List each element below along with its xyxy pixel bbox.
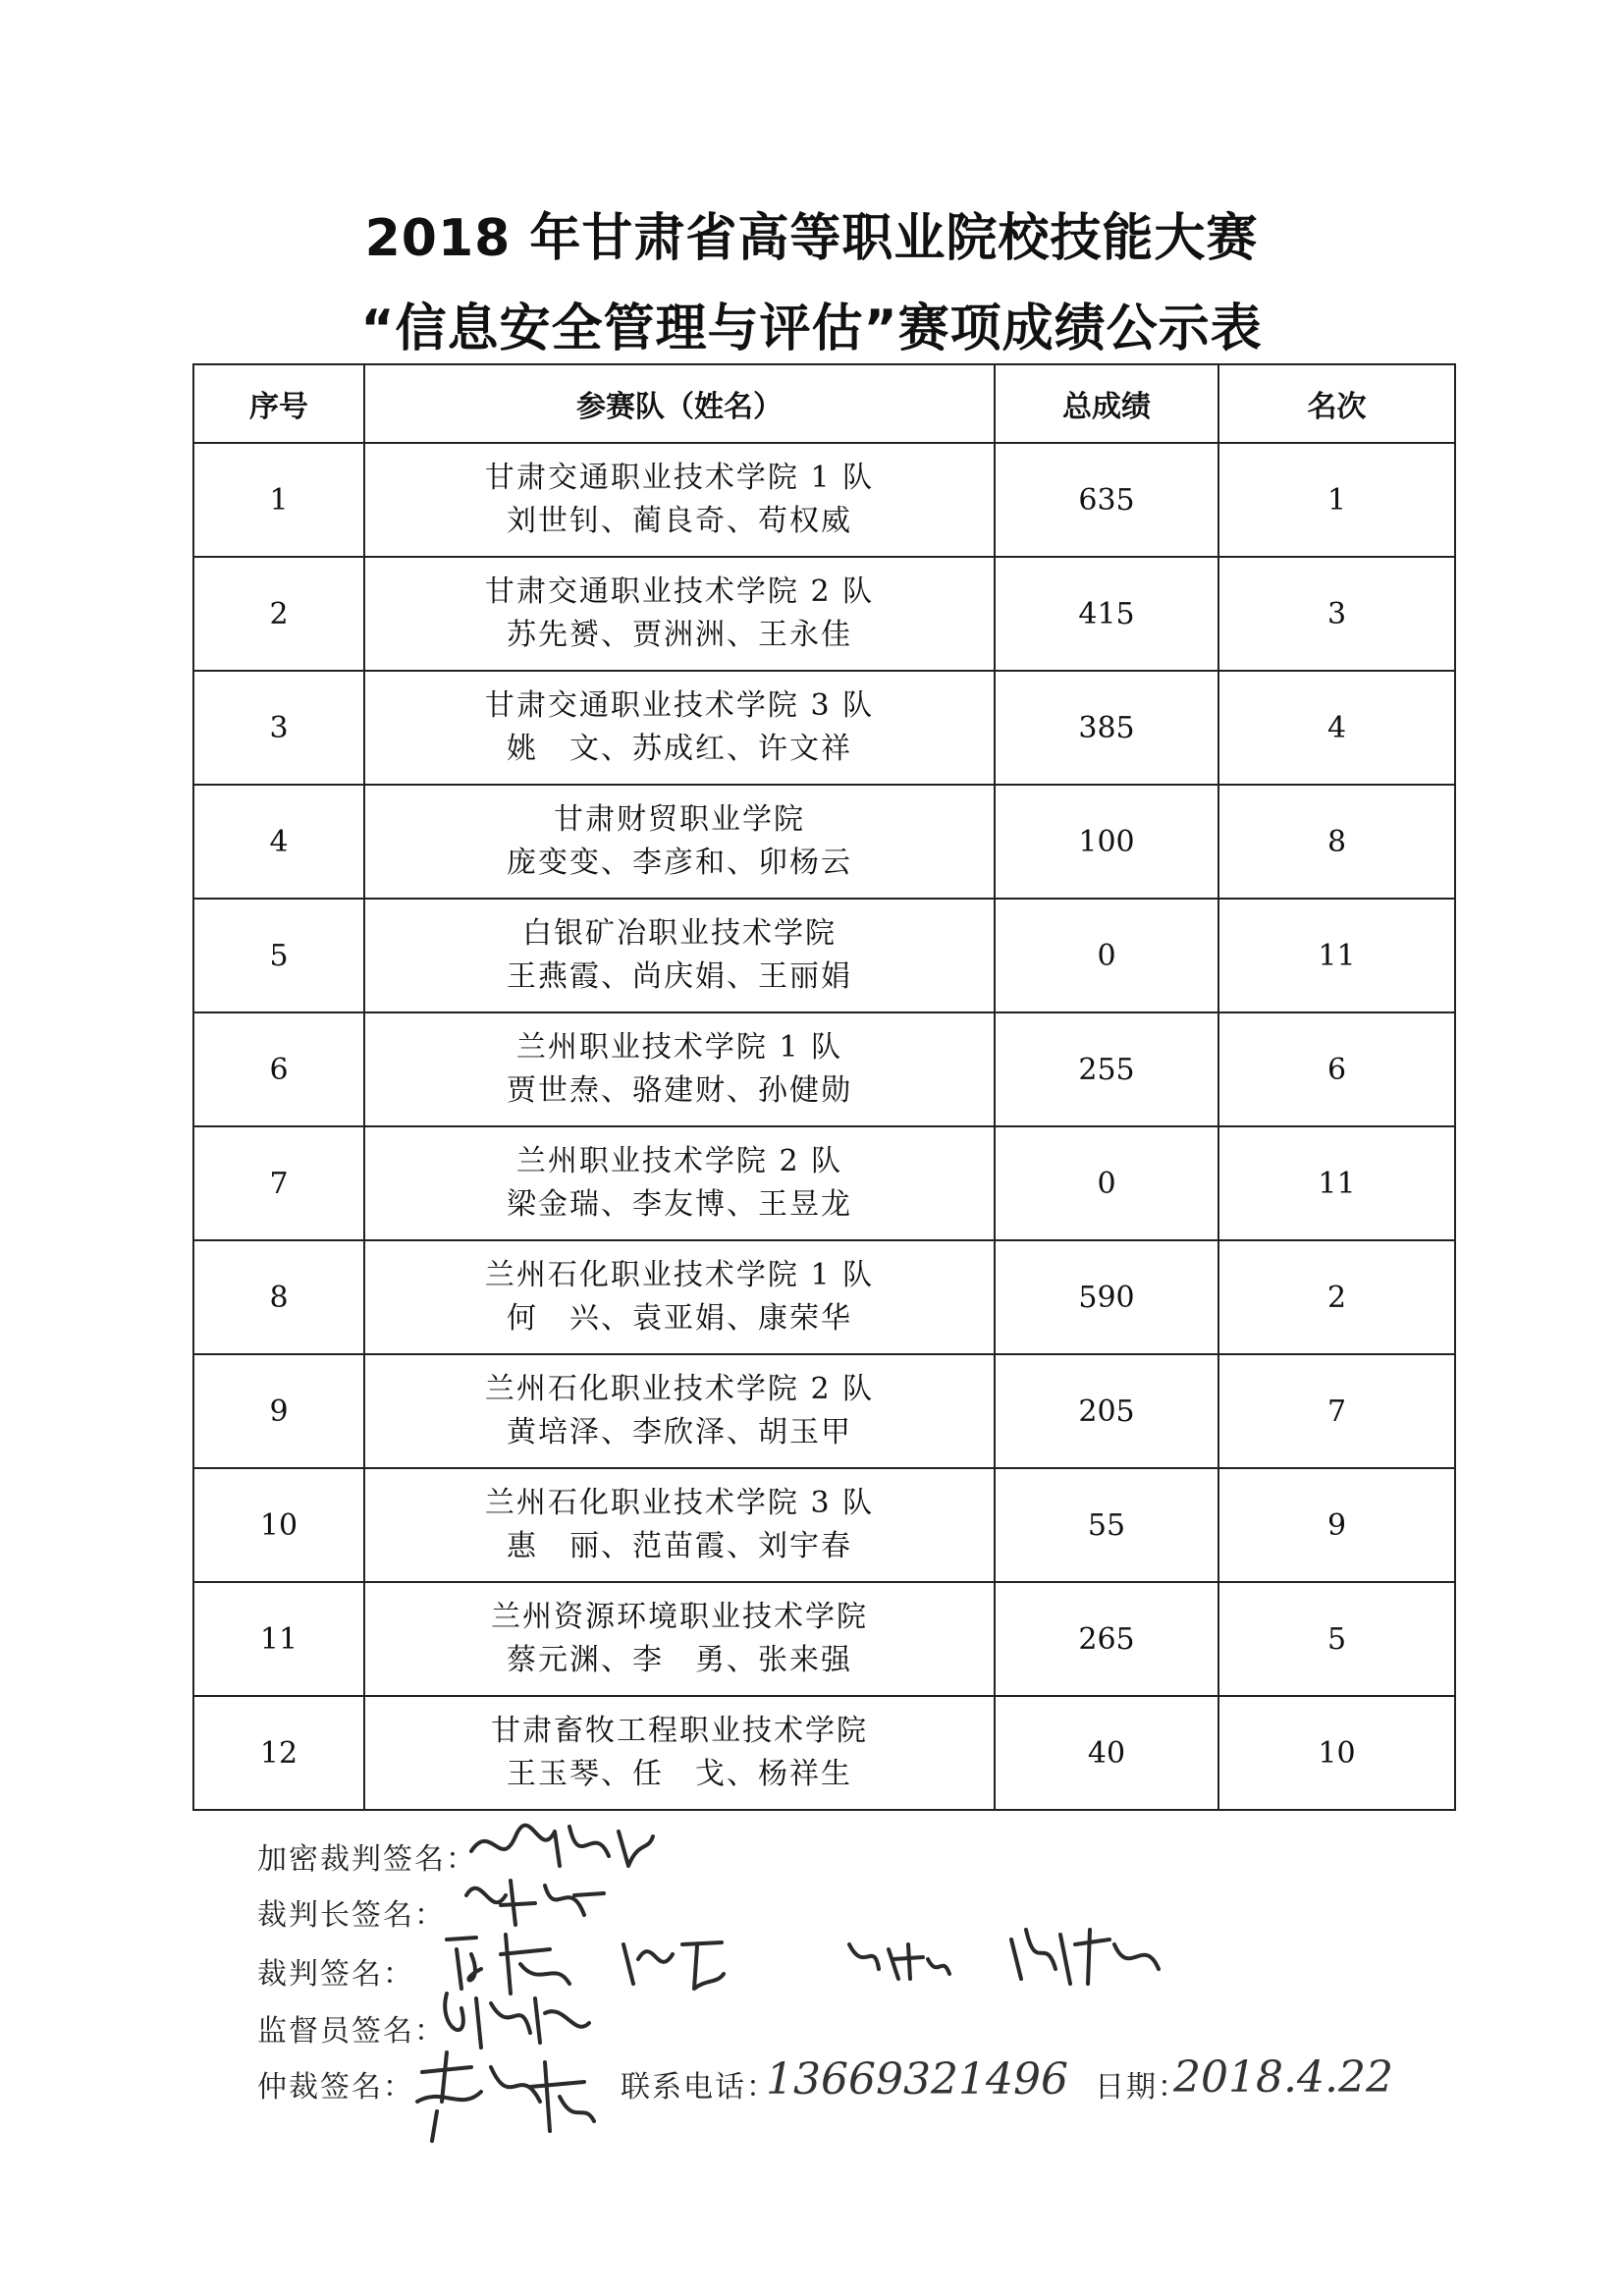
title-line-1: 2018 年甘肃省高等职业院校技能大赛: [364, 209, 1259, 268]
row-school: 甘肃畜牧工程职业技术学院: [491, 1714, 868, 1748]
row-team: [364, 1354, 995, 1468]
row-score: 55: [995, 1468, 1218, 1582]
table-row: [193, 557, 1455, 671]
judge-signature-2: [614, 1925, 731, 1994]
row-score: 265: [995, 1582, 1218, 1696]
arbitration-signature: [403, 2043, 599, 2151]
table-row: [193, 671, 1455, 785]
row-members: 蔡元渊、李 勇、张来强: [507, 1643, 852, 1677]
table-row: [193, 1354, 1455, 1468]
row-rank: 5: [1218, 1582, 1455, 1696]
row-team: [364, 785, 995, 899]
row-members: 王玉琴、任 戈、杨祥生: [507, 1757, 852, 1791]
encrypt-judge-label: 加密裁判签名：: [257, 1842, 477, 1877]
row-team: [364, 1126, 995, 1240]
row-rank: 9: [1218, 1468, 1455, 1582]
contact-label: 联系电话：: [621, 2070, 778, 2105]
row-serial: 12: [193, 1696, 364, 1810]
row-serial: 7: [193, 1126, 364, 1240]
title-line-2: “信息安全管理与评估”赛项成绩公示表: [360, 300, 1263, 358]
date-value: 2018.4.22: [1173, 2052, 1393, 2103]
row-school: 兰州职业技术学院 2 队: [515, 1144, 843, 1178]
table-row: [193, 1468, 1455, 1582]
table-row: [193, 1582, 1455, 1696]
supervisor-label: 监督员签名：: [257, 2014, 446, 2049]
row-rank: 11: [1218, 899, 1455, 1012]
row-school: 兰州石化职业技术学院 1 队: [484, 1258, 875, 1292]
judge-signature-4: [1001, 1915, 1168, 1994]
row-school: 甘肃交通职业技术学院 3 队: [484, 688, 875, 723]
table-row: [193, 1240, 1455, 1354]
row-school: 兰州资源环境职业技术学院: [491, 1600, 868, 1634]
row-serial: 10: [193, 1468, 364, 1582]
row-score: 415: [995, 557, 1218, 671]
row-team: [364, 1012, 995, 1126]
row-members: 庞变变、李彦和、卯杨云: [507, 846, 852, 880]
row-members: 苏先赟、贾洲洲、王永佳: [507, 618, 852, 652]
row-serial: 6: [193, 1012, 364, 1126]
row-school: 白银矿冶职业技术学院: [522, 916, 837, 951]
row-members: 姚 文、苏成红、许文祥: [507, 732, 852, 766]
row-rank: 7: [1218, 1354, 1455, 1468]
row-members: 贾世焘、骆建财、孙健勋: [507, 1073, 852, 1108]
row-rank: 3: [1218, 557, 1455, 671]
row-serial: 2: [193, 557, 364, 671]
row-rank: 8: [1218, 785, 1455, 899]
row-rank: 4: [1218, 671, 1455, 785]
row-school: 兰州石化职业技术学院 2 队: [484, 1372, 875, 1406]
table-row: [193, 899, 1455, 1012]
row-rank: 2: [1218, 1240, 1455, 1354]
results-table: [192, 363, 1456, 1811]
row-serial: 5: [193, 899, 364, 1012]
row-rank: 1: [1218, 443, 1455, 557]
row-serial: 8: [193, 1240, 364, 1354]
date-label: 日期：: [1095, 2070, 1189, 2105]
table-row: [193, 1696, 1455, 1810]
row-school: 甘肃财贸职业学院: [554, 802, 805, 837]
row-score: 590: [995, 1240, 1218, 1354]
row-score: 0: [995, 899, 1218, 1012]
judge-label: 裁判签名：: [257, 1957, 414, 1992]
row-score: 635: [995, 443, 1218, 557]
row-rank: 6: [1218, 1012, 1455, 1126]
row-serial: 11: [193, 1582, 364, 1696]
header-serial: 序号: [193, 364, 364, 443]
chief-judge-label: 裁判长签名：: [257, 1898, 446, 1933]
row-members: 惠 丽、范苗霞、刘宇春: [507, 1529, 852, 1563]
header-team: 参赛队（姓名）: [364, 364, 995, 443]
contact-phone: 13669321496: [766, 2054, 1068, 2105]
row-score: 0: [995, 1126, 1218, 1240]
row-score: 255: [995, 1012, 1218, 1126]
row-team: [364, 443, 995, 557]
row-members: 何 兴、袁亚娟、康荣华: [507, 1301, 852, 1336]
table-row: [193, 443, 1455, 557]
row-rank: 10: [1218, 1696, 1455, 1810]
row-serial: 3: [193, 671, 364, 785]
row-serial: 9: [193, 1354, 364, 1468]
table-row: [193, 1012, 1455, 1126]
row-score: 40: [995, 1696, 1218, 1810]
row-members: 刘世钊、蔺良奇、苟权威: [507, 504, 852, 538]
row-team: [364, 1468, 995, 1582]
header-score: 总成绩: [995, 364, 1218, 443]
row-rank: 11: [1218, 1126, 1455, 1240]
row-score: 385: [995, 671, 1218, 785]
row-members: 王燕霞、尚庆娟、王丽娟: [507, 959, 852, 994]
row-score: 100: [995, 785, 1218, 899]
row-team: [364, 1240, 995, 1354]
row-team: [364, 671, 995, 785]
row-serial: 4: [193, 785, 364, 899]
row-school: 兰州石化职业技术学院 3 队: [484, 1486, 875, 1520]
row-team: [364, 1582, 995, 1696]
arbitration-label: 仲裁签名：: [257, 2070, 414, 2105]
row-school: 甘肃交通职业技术学院 2 队: [484, 574, 875, 609]
judge-signature-3: [839, 1930, 957, 1989]
row-team: [364, 899, 995, 1012]
row-members: 梁金瑞、李友博、王昱龙: [507, 1187, 852, 1222]
row-school: 兰州职业技术学院 1 队: [515, 1030, 843, 1065]
table-row: [193, 785, 1455, 899]
table-header-row: [193, 364, 1455, 443]
row-score: 205: [995, 1354, 1218, 1468]
row-serial: 1: [193, 443, 364, 557]
row-members: 黄培泽、李欣泽、胡玉甲: [507, 1415, 852, 1449]
row-team: [364, 1696, 995, 1810]
table-row: [193, 1126, 1455, 1240]
row-team: [364, 557, 995, 671]
header-rank: 名次: [1218, 364, 1455, 443]
row-school: 甘肃交通职业技术学院 1 队: [484, 461, 875, 495]
